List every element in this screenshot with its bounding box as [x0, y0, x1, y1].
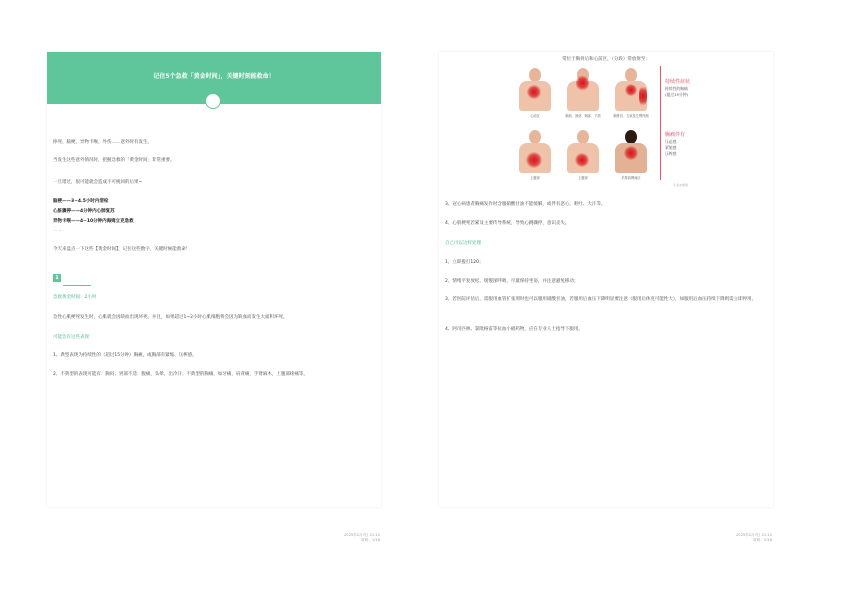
section-number-badge: 1: [53, 274, 61, 282]
intro-line-4: 今天来盘点一下这些【黄金时间】，记住这些数字，关键时候能救命！: [53, 247, 191, 252]
self-care-item-3: 3、若医院评估后，需服用血管扩张剂时也可以服用硝酸甘油，若服用后血压下降明显要注意（服用后休克可能性大），如服用后血压持续下降则需立即停用。: [445, 297, 757, 302]
golden-time-1: 脑梗——3~4.5小时内溶栓: [53, 199, 109, 204]
self-care-item-4: 4、阿司匹林、氯吡格雷等抗血小板药物，应在专业人士指导下服用。: [445, 327, 583, 332]
body-figure-1: [513, 66, 557, 120]
page-2-footer: [692, 533, 772, 543]
document-page-2: [439, 52, 773, 507]
figure-label-4: 上腹部: [530, 176, 540, 180]
figure-label-5: 上腹部: [578, 176, 588, 180]
banner-circle-decoration: [205, 93, 221, 109]
page-2-number: 页码：2/18: [753, 538, 772, 542]
pain-spot-arm: [639, 84, 647, 108]
self-care-heading: 自己可以这样处理：: [445, 241, 486, 246]
self-care-item-1: 1、立即拨打120；: [445, 260, 484, 265]
symptom-item-2: 2、不典型的表现可能有：胸闷；胃部不适：腹痛，头晕，出冷汗；不典型的胸痛，如牙痛，肩背痛，手臂麻木，上腹部疼痛等。: [53, 372, 308, 377]
page-1-footer: [300, 533, 380, 543]
section-heading: 急救黄金时间：2小时: [53, 295, 97, 300]
legend-title-1: 持续性症状: [665, 79, 691, 85]
golden-time-3: 异物卡喉——4~10分钟内海姆立克急救: [53, 219, 134, 224]
legend-1-line-1: 持续性的胸痛: [665, 86, 688, 91]
pain-spot: [576, 75, 589, 91]
symptom-item-4: 4、心肌梗死若累及主要传导系统，导致心跳骤停，意识丧失。: [445, 221, 570, 226]
paragraph-1: 急性心肌梗死发生时，心肌就会因缺血出现坏死，并且，如果超过1~2小时心肌细胞将会因为缺血而发生大面积坏死。: [53, 315, 288, 320]
page-1-number: 页码：1/18: [361, 538, 380, 542]
legend-divider: [660, 66, 661, 180]
pain-spot: [526, 152, 542, 168]
symptom-item-3: 3、冠心病患者胸痛发作时含服硝酸甘油不能缓解，或伴有恶心、呕吐、大汗等。: [445, 202, 606, 207]
pain-spot: [527, 85, 541, 99]
pain-spot: [624, 146, 638, 160]
body-figure-6: [609, 128, 653, 182]
body-figure-2: [561, 66, 605, 120]
pain-location-figure: [513, 66, 699, 190]
intro-line-2: 当发生这些意外情况时，把握急救的「黄金时间」非常重要。: [53, 158, 175, 163]
figure-label-3: 胸骨后、左肩及左臂内侧: [613, 114, 649, 118]
self-care-item-2: 2、情绪平复放松，缓慢深呼吸，尽量保持坐姿，并注意避免移动；: [445, 279, 579, 284]
body-figure-4: [513, 128, 557, 182]
pain-spot: [625, 84, 637, 96]
legend-2-line-1: 压迫感: [665, 139, 677, 144]
intro-line-1: 摔死、脑梗、异物卡喉、外伤……意外时有发生。: [53, 140, 152, 145]
figure-label-1: 心前区: [530, 114, 540, 118]
body-figure-5: [561, 128, 605, 182]
body-figure-3: [609, 66, 653, 120]
page-title: 记住5个急救「黄金时间」，关键时刻能救命！: [153, 73, 275, 80]
golden-time-2: 心脏骤停——4分钟内心肺复苏: [53, 209, 115, 214]
section-underline: [63, 285, 91, 286]
legend-1-line-2: (超过15分钟): [665, 92, 688, 97]
legend-2-line-3: 压榨感: [665, 151, 677, 156]
page-1-timestamp: 2025年2月7日 21:12: [344, 533, 380, 537]
figure-label-2: 胸前、颈部、咽部、下颌: [565, 114, 601, 118]
symptom-item-1: 1、典型表现为持续性的（超过15分钟）胸痛，或胸部有紧缩、压榨感。: [53, 353, 197, 358]
figure-title: 常位于胸骨后和心前区，（分段）常放射至：: [562, 57, 650, 62]
figure-label-6: 后背肩胛间区: [621, 176, 641, 180]
intro-line-3: 一旦错过，很可能就会造成不可挽回的后果~: [53, 180, 143, 185]
figure-watermark: 头条@健康: [673, 183, 689, 187]
pain-spot: [575, 153, 589, 167]
document-page-1: [47, 52, 381, 507]
legend-2-line-2: 紧缩感: [665, 145, 677, 150]
symptoms-heading: 可能会有这些表现：: [53, 335, 94, 340]
page-2-timestamp: 2025年2月7日 21:12: [736, 533, 772, 537]
ellipsis: ……: [53, 228, 64, 233]
legend-title-2: 胸痛伴有: [665, 132, 686, 138]
